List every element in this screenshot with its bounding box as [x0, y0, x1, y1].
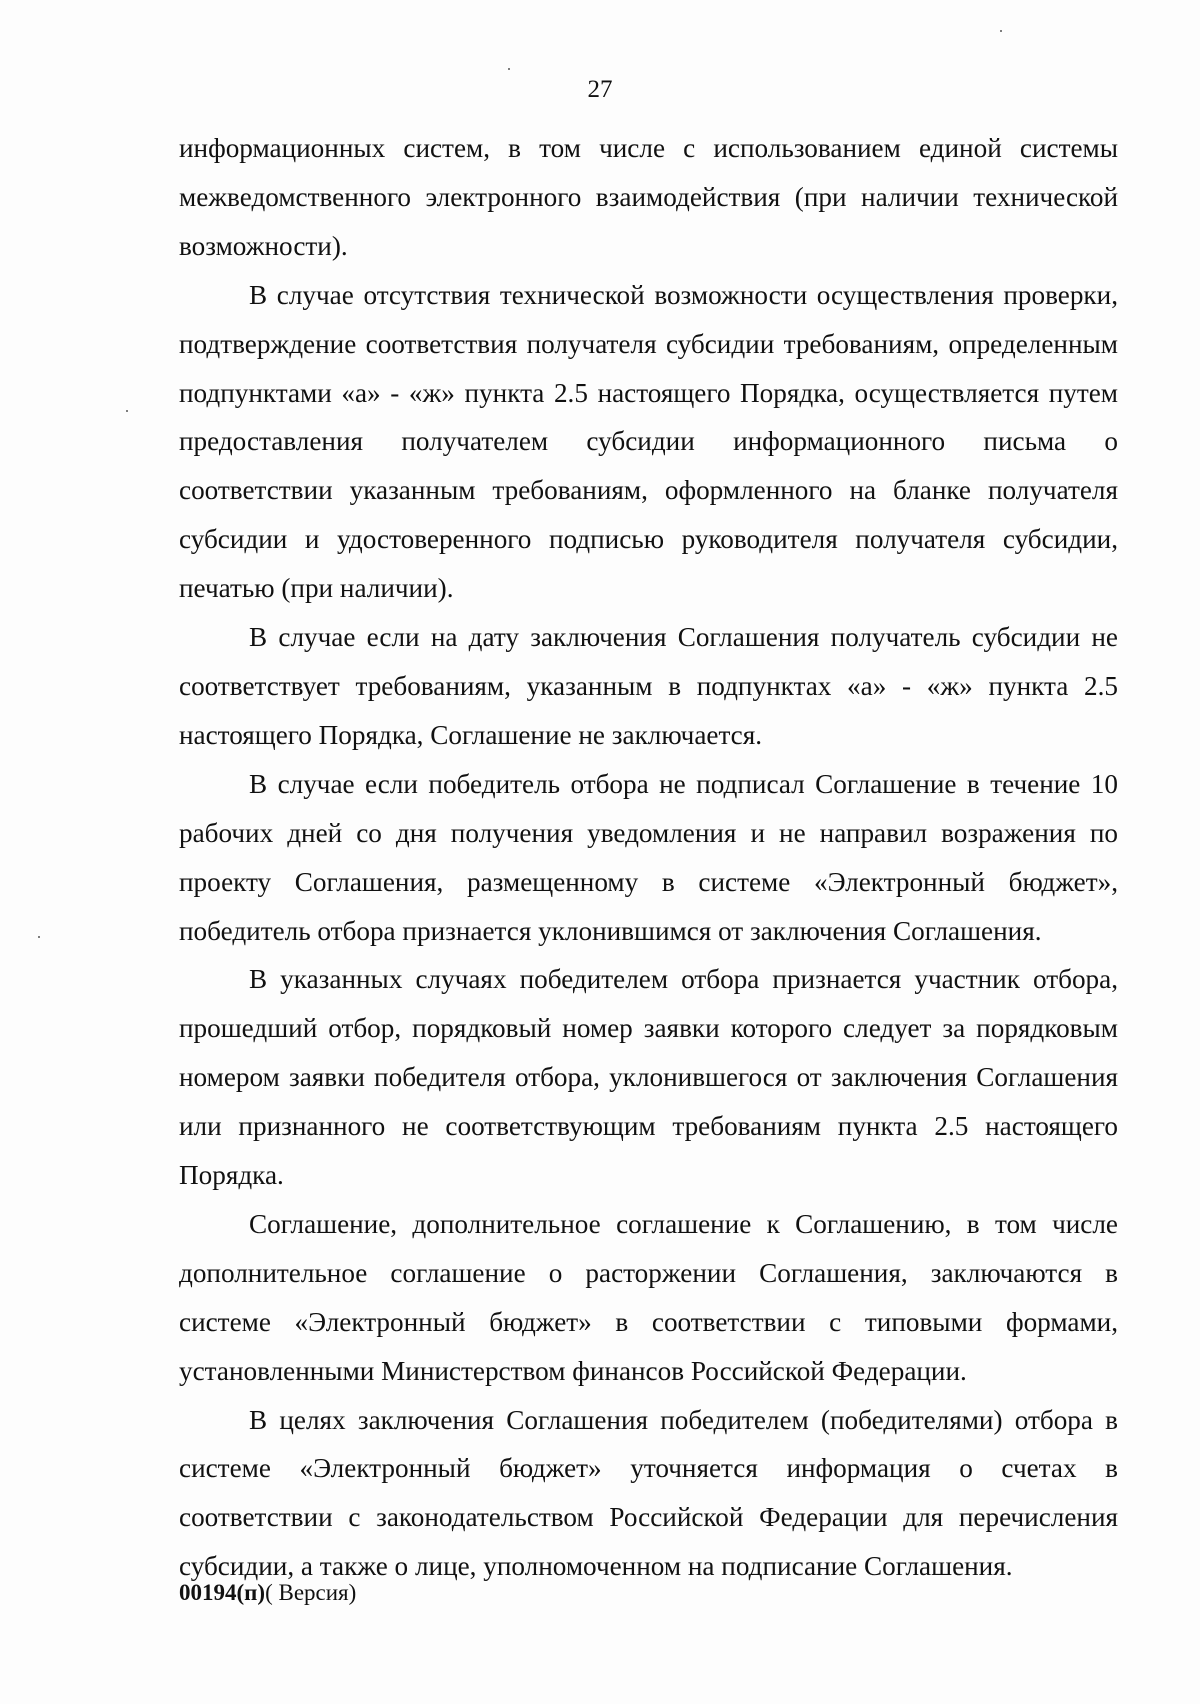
- scan-speck: [1000, 30, 1002, 32]
- document-code: 00194(п): [179, 1580, 266, 1605]
- scan-speck: [38, 936, 40, 938]
- page-number: 27: [587, 76, 613, 103]
- paragraph-3: В случае если на дату заключения Соглашения получатель субсидии не соответствует требованиям, указанным в подпунктах «а» - «ж» пункта 2.5 настоящего Порядка, Соглашение не заключается.: [179, 622, 1118, 750]
- scan-speck: [508, 68, 510, 70]
- paragraph-7: В целях заключения Соглашения победителем (победителями) отбора в системе «Электронный бюджет» уточняется информация о счетах в соответствии с законодательством Российской Федерации для перечисления субсидии, а также о лице, уполномоченном на подписание Соглашения.: [179, 1404, 1118, 1582]
- paragraph-6: Соглашение, дополнительное соглашение к Соглашению, в том числе дополнительное соглашение о расторжении Соглашения, заключаются в системе «Электронный бюджет» в соответствии с типовыми формами, установленными Министерством финансов Российской Федерации.: [179, 1208, 1118, 1386]
- paragraph-4: В случае если победитель отбора не подписал Соглашение в течение 10 рабочих дней со дня получения уведомления и не направил возражения по проекту Соглашения, размещенному в системе «Электронный бюджет», победитель отбора признается уклонившимся от заключения Соглашения.: [179, 768, 1118, 946]
- scan-speck: [126, 410, 128, 412]
- paragraph-2: В случае отсутствия технической возможности осуществления проверки, подтверждение соответствия получателя субсидии требованиям, определенным подпунктами «а» - «ж» пункта 2.5 настоящего Порядка, осуществляется путем предоставления получателем субсидии информационного письма о соответствии указанным требованиям, оформленного на бланке получателя субсидии и удостоверенного подписью руководителя получателя субсидии, печатью (при наличии).: [179, 279, 1118, 604]
- paragraph-5: В указанных случаях победителем отбора признается участник отбора, прошедший отбор, порядковый номер заявки которого следует за порядковым номером заявки победителя отбора, уклонившегося от заключения Соглашения или признанного не соответствующим требованиям пункта 2.5 настоящего Порядка.: [179, 964, 1118, 1191]
- document-body: [179, 124, 1118, 1591]
- document-footer: [179, 1578, 356, 1608]
- paragraph-1: информационных систем, в том числе с использованием единой системы межведомственного электронного взаимодействия (при наличии технической возможности).: [179, 133, 1118, 261]
- document-version: ( Версия): [265, 1580, 357, 1605]
